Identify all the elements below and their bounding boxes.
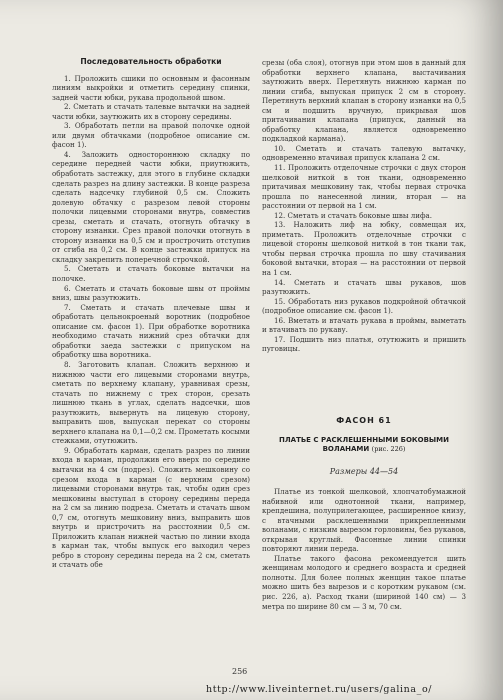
paragraph: 10. Сметать и стачать талевую вытачку, одновременно втачивая припуск клапана 2 см. bbox=[262, 143, 466, 163]
dress-title-text: ПЛАТЬЕ С РАСКЛЕШЕННЫМИ БОКОВЫМИ ВОЛАНАМИ bbox=[278, 436, 450, 453]
page-number: 256 bbox=[232, 667, 248, 676]
dress-title bbox=[262, 436, 466, 454]
right-column bbox=[262, 58, 466, 354]
paragraph: 8. Заготовить клапан. Сложить верхнюю и нижнюю части его лицевыми сторонами внутрь, сметать по верхнему клапану, уравнивая срезы, стачать по нижнему с трех сторон, срезать лишнюю ткань в углах, сделать надсечки, шов разутюжить, вывернуть на лицевую сторону, выправить шов, выпуская перекат со стороны верхнего клапана на 0,1—0,2 см. Прометать косыми стежками, отутюжить. bbox=[52, 359, 250, 446]
paragraph: срезы (оба слоя), отогнув при этом шов в данный для обработки верхнего клапана, выстачивания заутюжить вверх. Перетянуть нижнюю карман по линии сгиба, выпуская припуск 2 см в сторону. Перетянуть верхний клапан в сторону изнанки на 0,5 см и подшить вручную, прикрывая шов притачивания клапана (припуск, данный на обработку клапана, является одновременно подкладкой кармана). bbox=[262, 58, 466, 144]
paragraph: 15. Обработать низ рукавов подкройной обтачкой (подробное описание см. фасон 1). bbox=[262, 296, 466, 316]
paragraph: 16. Вметать и втачать рукава в проймы, выметать и втачивать по рукаву. bbox=[262, 315, 466, 335]
paragraph: 7. Сметать и стачать плечевые швы и обработать цельнокроеный воротник (подробное описание см. фасон 1). При обработке воротника необходимо стачать нижний срез обтачки для обработки заеда застежки с припуском на обработку шва воротника. bbox=[52, 302, 250, 360]
paragraph: 2. Сметать и стачать талевые вытачки на задней части юбки, заутюжить их в сторону середины. bbox=[52, 102, 250, 121]
paragraph: 11. Проложить отделочные строчки с двух сторон шелковой ниткой в тон ткани, одновременно притачивая мешковину так, чтобы первая строчка прошла по нанесенной линии, вторая — на расстоянии от первой на 1 см. bbox=[262, 163, 466, 211]
paragraph: Платье такого фасона рекомендуется шить женщинам молодого и среднего возраста и средней полноты. Для более полных женщин такое платье можно шить без вырезов и с коротким рукавом (см. рис. 226, а). Расход ткани (шириной 140 см) — 3 метра по ширине 80 см — 3 м, 70 см. bbox=[262, 553, 466, 611]
left-column bbox=[52, 58, 250, 570]
sizes-line: Размеры 44—54 bbox=[329, 467, 399, 476]
paragraph: 12. Сметать и стачать боковые швы лифа. bbox=[274, 210, 433, 220]
paragraph: 5. Сметать и стачать боковые вытачки на полочке. bbox=[52, 264, 250, 284]
source-url: http://www.liveinternet.ru/users/galina_o/ bbox=[206, 684, 433, 695]
section-heading: Последовательность обработки bbox=[80, 57, 222, 66]
paragraph: 4. Заложить одностороннюю складку по середине передней части юбки, приутюжить, обработать застежку, для этого в глубине складки сделать разрез на длину застежки. В конце разреза сделать надсечку глубиной 0,5 см. Сложить долевую обтачку с разрезом левой стороны полочки лицевыми сторонами внутрь, совместив срезы, сметать и стачать, отогнуть обтачку в сторону изнанки. Срез правой полочки отогнуть в сторону изнанки на 0,5 см и прострочить отступив от сгиба на 0,2 см. В конце застежки припуск на складку закрепить поперечной строчкой. bbox=[52, 149, 250, 264]
figure-reference: (рис. 226) bbox=[371, 445, 406, 453]
paragraph: 3. Обработать петли на правой полочке одной или двумя обтачками (подробное описание см. фасон 1). bbox=[52, 121, 250, 150]
paragraph: 13. Наложить лиф на юбку, совмещая их, приметать. Проложить отделочные строчки с лицевой стороны шелковой ниткой в тон ткани так, чтобы первая строчка прошла по шву стачивания боковой вытачки, вторая — на расстоянии от первой на 1 см. bbox=[262, 220, 466, 278]
paragraph: 17. Подшить низ платья, отутюжить и пришить пуговицы. bbox=[262, 334, 466, 354]
paragraph: 1. Проложить сшики по основным и фасонным линиям выкройки и отметить середину спинки, задней части юбки, рукава продольной швом. bbox=[52, 73, 250, 102]
paragraph: Платье из тонкой шелковой, хлопчатобумажной набивной или однотонной ткани, например, крепдешина, полуприлегающее, расширенное книзу, с втачными расклешенными прикрепленными воланами, с низким вырезом горловины, без рукавов, открывая круглый. Фасонные линии спинки повторяют линии переда. bbox=[262, 487, 466, 554]
paragraph: 9. Обработать карман, сделать разрез по линии входа в карман, продолжив его вверх по середине вытачки на 4 см (подрез). Сложить мешковину со срезом входа в карман (с верхним срезом) лицевыми сторонами внутрь так, чтобы один срез мешковины выступал в сторону середины переда на 2 см за линию подреза. Сметать и стачать швом 0,7 см, отогнуть мешковину вниз, выправить шов внутрь и пристрочить на расстоянии 0,5 см. Приложить клапан нижней частью по линии входа в карман так, чтобы выпуск его выходил через ребро в сторону середины переда на 2 см, сметать и стачать обе bbox=[52, 445, 250, 570]
paragraph: 6. Сметать и стачать боковые швы от проймы вниз, швы разутюжить. bbox=[52, 283, 250, 303]
style-number-heading: ФАСОН 61 bbox=[336, 416, 392, 425]
description-block bbox=[262, 487, 466, 611]
paragraph: 14. Сметать и стачать швы рукавов, шов разутюжить. bbox=[262, 277, 466, 297]
